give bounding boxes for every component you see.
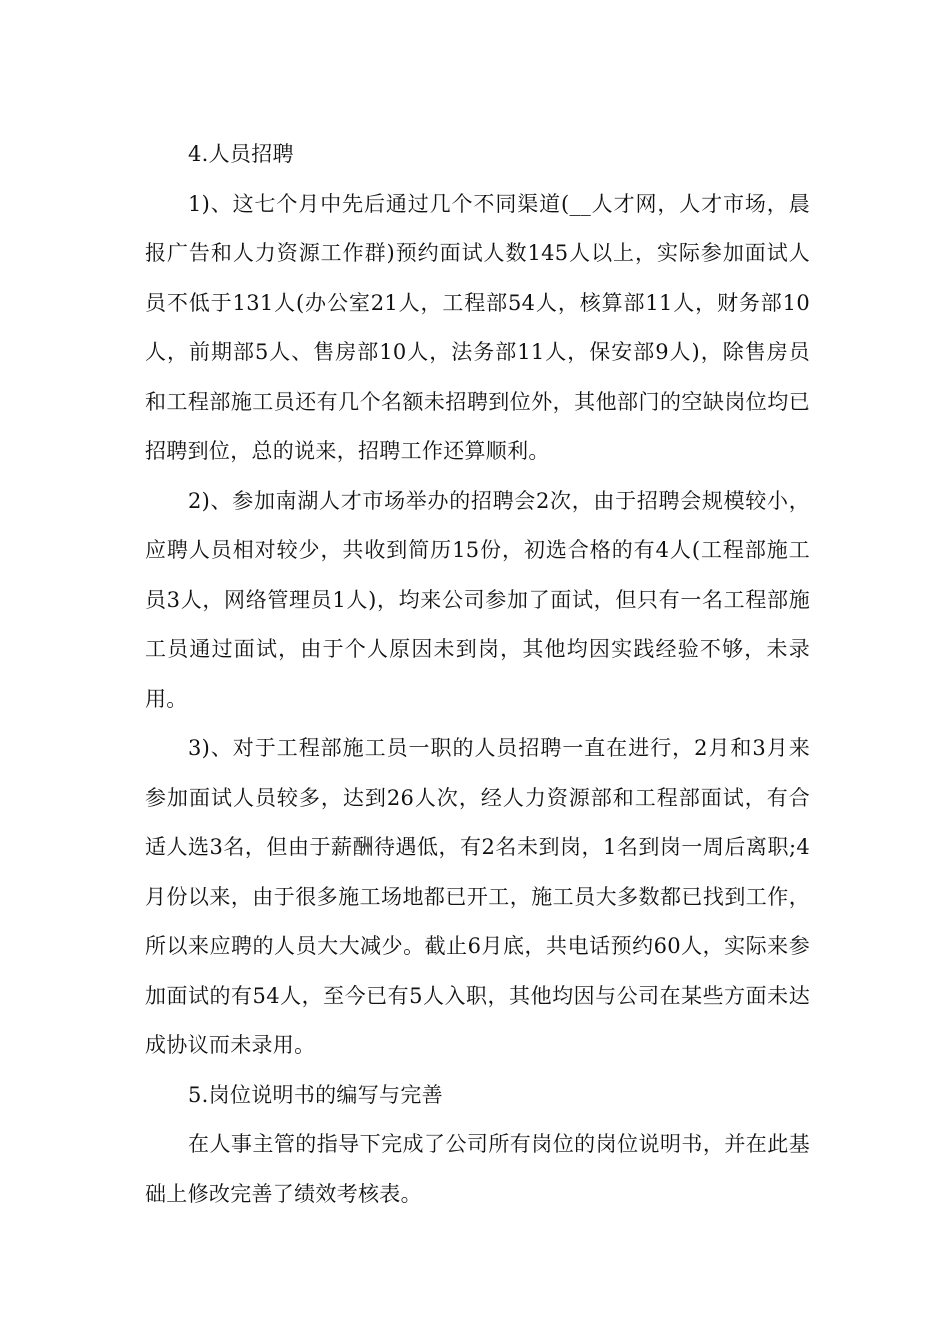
section-heading-recruitment: 4.人员招聘: [188, 142, 294, 166]
section-heading-job-descriptions: 5.岗位说明书的编写与完善: [188, 1082, 443, 1107]
paragraph-job-fair: 2)、参加南湖人才市场举办的招聘会2次，由于招聘会规模较小，应聘人员相对较少，共收到简历15份，初选合格的有4人(工程部施工员3人，网络管理员1人)，均来公司参加了面试，但只有一名工程部施工员通过面试，由于个人原因未到岗，其他均因实践经验不够，未录用。: [145, 488, 810, 711]
paragraph-construction-staff: 3)、对于工程部施工员一职的人员招聘一直在进行，2月和3月来参加面试人员较多，达到26人次，经人力资源部和工程部面试，有合适人选3名，但由于薪酬待遇低，有2名未到岗，1名到岗一周后离职;4月份以来，由于很多施工场地都已开工，施工员大多数都已找到工作，所以来应聘的人员大大减少。截止6月底，共电话预约60人，实际来参加面试的有54人，至今已有5人入职，其他均因与公司在某些方面未达成协议而未录用。: [145, 736, 810, 1057]
paragraph-recruitment-channels: 1)、这七个月中先后通过几个不同渠道(__人才网，人才市场，晨报广告和人力资源工作群)预约面试人数145人以上，实际参加面试人员不低于131人(办公室21人，工程部54人，核算部11人，财务部10人，前期部5人、售房部10人，法务部11人，保安部9人)，除售房员和工程部施工员还有几个名额未招聘到位外，其他部门的空缺岗位均已招聘到位，总的说来，招聘工作还算顺利。: [145, 191, 810, 463]
document-body: [145, 130, 810, 1219]
paragraph-job-descriptions: 在人事主管的指导下完成了公司所有岗位的岗位说明书，并在此基础上修改完善了绩效考核表。: [145, 1132, 810, 1206]
